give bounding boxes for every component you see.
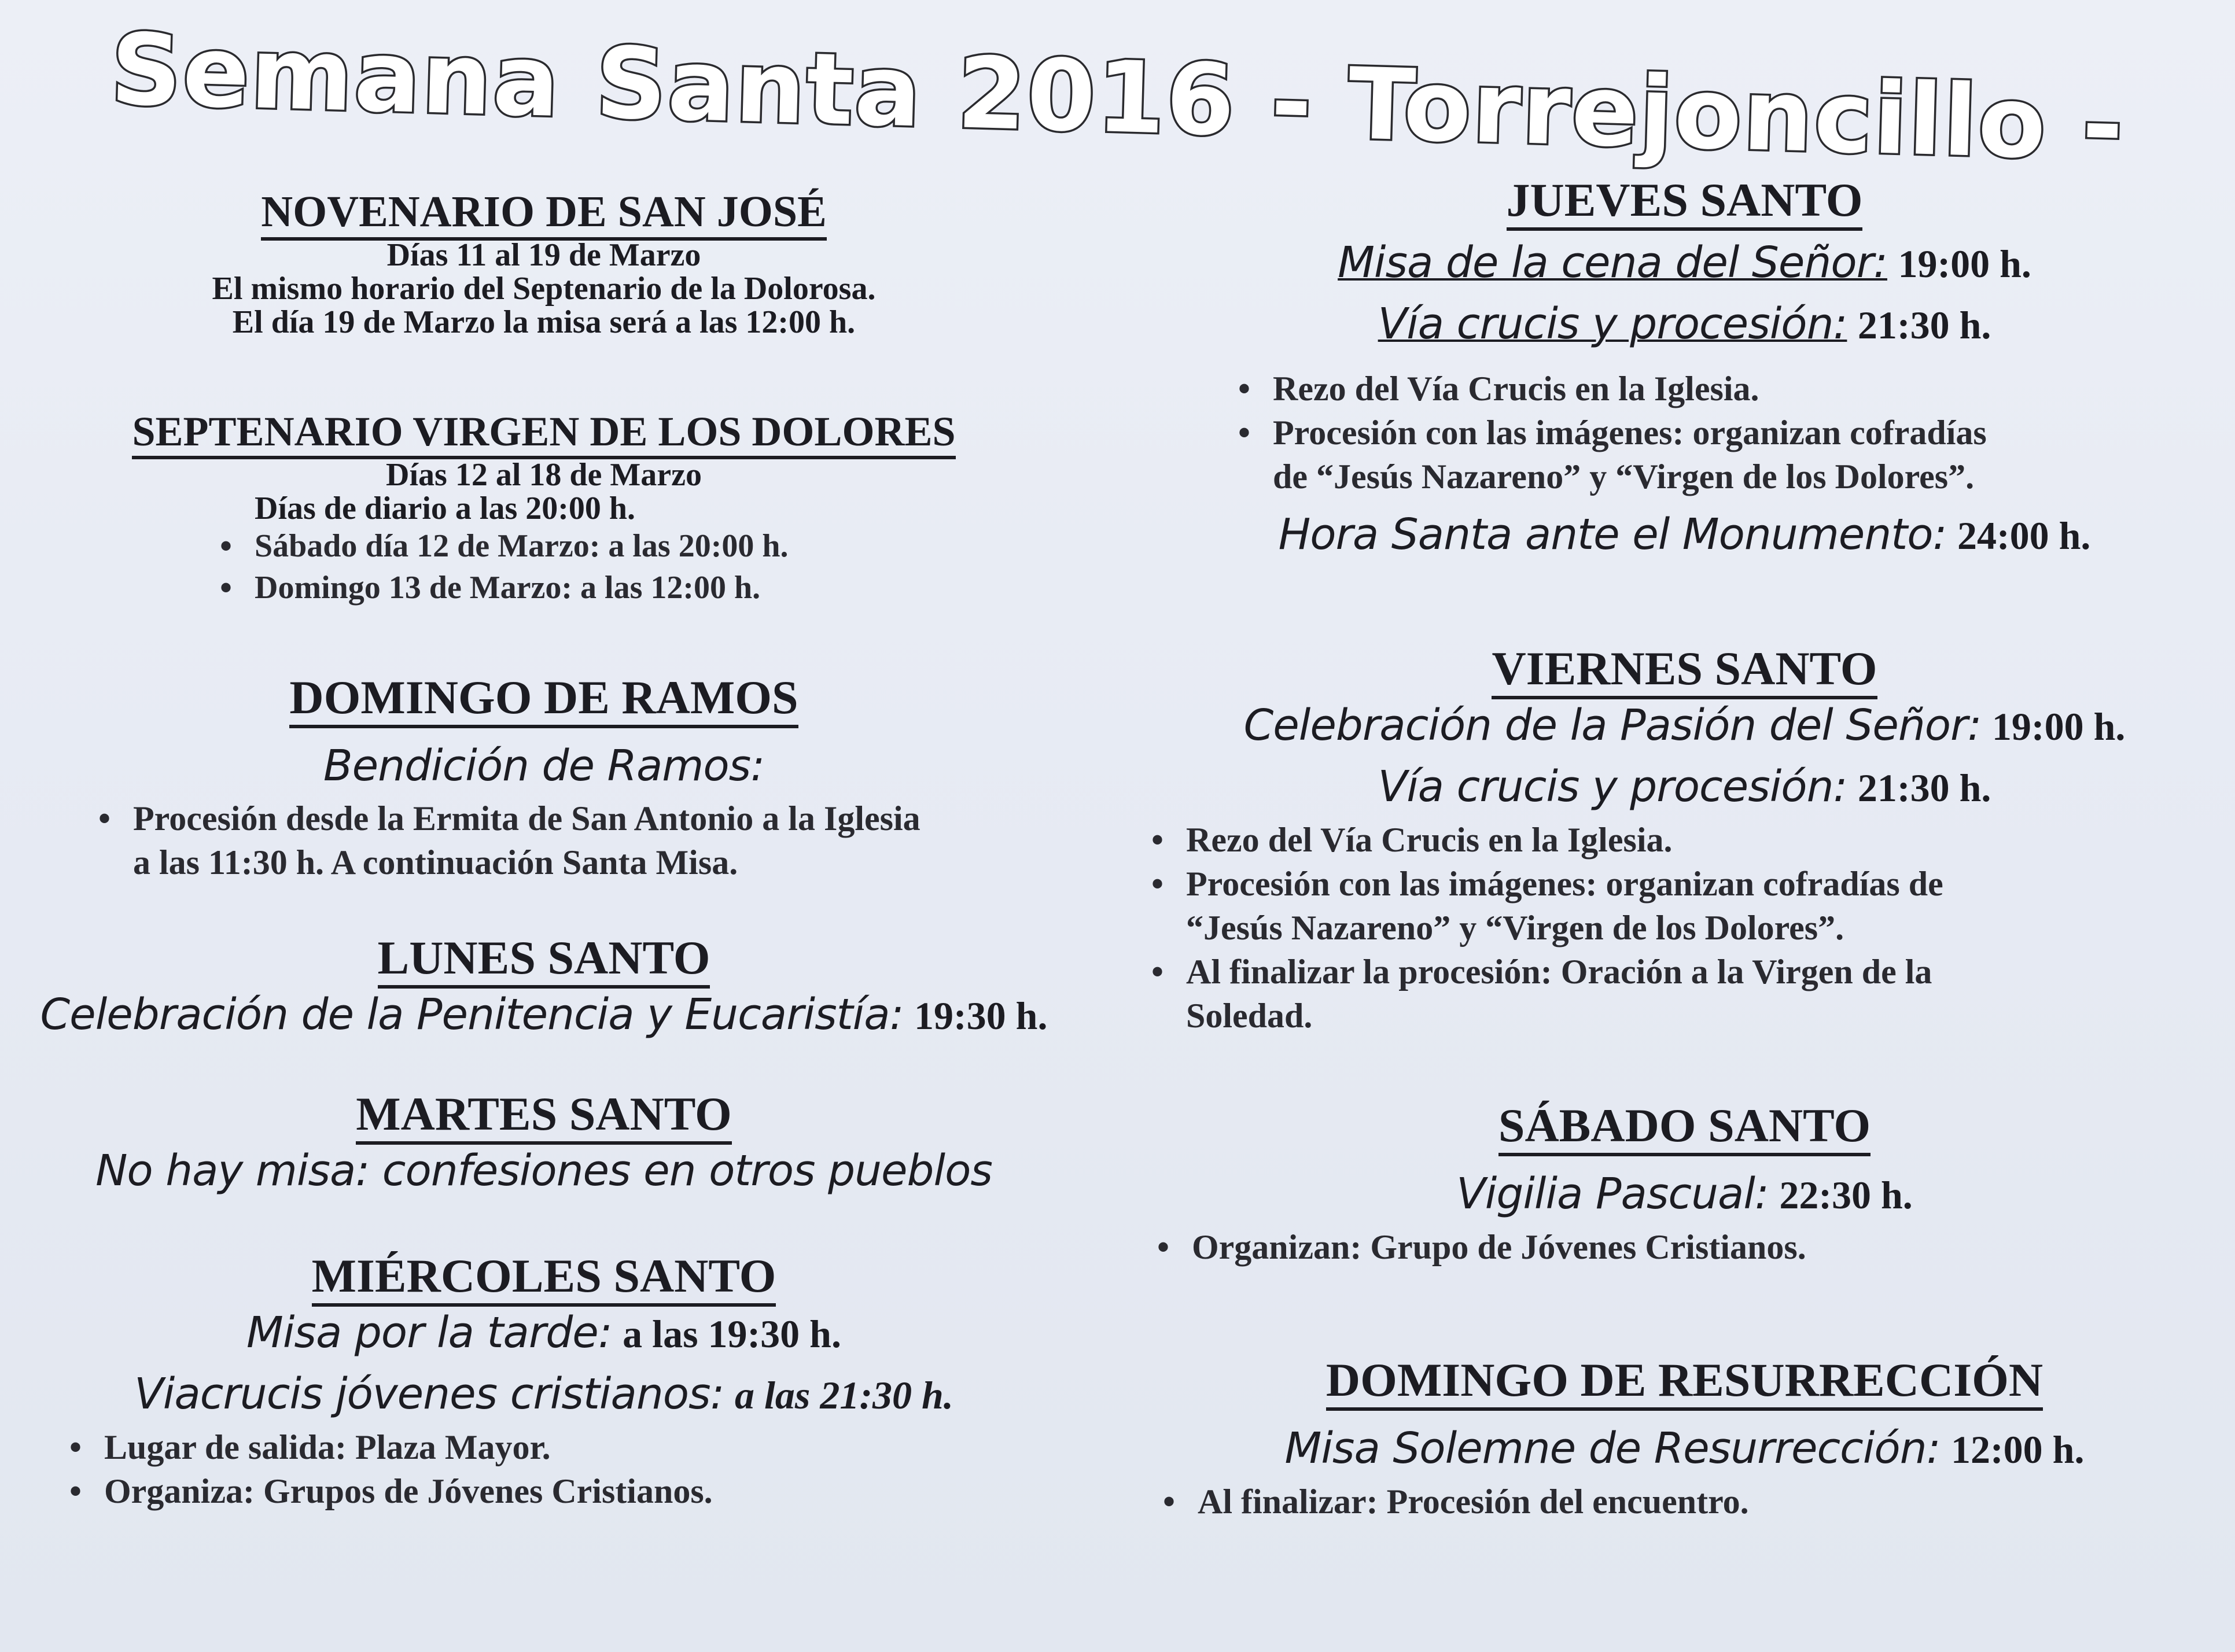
text-line: Días de diario a las 20:00 h. bbox=[255, 491, 636, 526]
list-item: • Organizan: Grupo de Jóvenes Cristianos. bbox=[1192, 1225, 2235, 1269]
section-heading: VIERNES SANTO bbox=[1492, 642, 1877, 699]
schedule-label: Misa Solemne de Resurrección: bbox=[1284, 1424, 1941, 1473]
schedule-time: 21:30 h. bbox=[1857, 766, 1991, 810]
schedule-time: 19:30 h. bbox=[914, 994, 1048, 1038]
section-heading: LUNES SANTO bbox=[378, 931, 710, 989]
text-line: El día 19 de Marzo la misa será a las 12:00 h. bbox=[232, 304, 856, 340]
schedule-label: Vía crucis y procesión: bbox=[1378, 299, 1847, 349]
section-jueves-santo bbox=[1134, 174, 2235, 566]
schedule-label: Hora Santa ante el Monumento: bbox=[1278, 510, 1947, 559]
section-septenario bbox=[0, 405, 1088, 609]
section-lunes-santo bbox=[0, 931, 1088, 1046]
section-heading: JUEVES SANTO bbox=[1507, 174, 1863, 231]
section-heading: DOMINGO DE RESURRECCIÓN bbox=[1326, 1354, 2043, 1411]
bullet-list bbox=[0, 525, 1088, 609]
schedule-time: 22:30 h. bbox=[1779, 1173, 1913, 1217]
schedule-label: Vía crucis y procesión: bbox=[1378, 762, 1847, 812]
schedule-label: Vigilia Pascual: bbox=[1456, 1169, 1769, 1219]
bullet-list bbox=[1134, 818, 2235, 1038]
section-heading: MARTES SANTO bbox=[356, 1087, 731, 1145]
list-item: • Sábado día 12 de Marzo: a las 20:00 h. bbox=[255, 525, 1088, 567]
list-item: a las 11:30 h. A continuación Santa Misa. bbox=[133, 843, 738, 882]
text-line: Días 11 al 19 de Marzo bbox=[386, 237, 701, 273]
list-item: • Procesión con las imágenes: organizan cofradías bbox=[1273, 411, 2235, 455]
schedule-label: Misa por la tarde: bbox=[246, 1308, 612, 1358]
schedule-time: a las 21:30 h. bbox=[735, 1373, 953, 1417]
section-heading: MIÉRCOLES SANTO bbox=[312, 1249, 776, 1307]
schedule-time: 24:00 h. bbox=[1957, 514, 2091, 558]
bullet-list bbox=[1134, 1225, 2235, 1269]
schedule-label: Celebración de la Penitencia y Eucaristía: bbox=[40, 990, 904, 1039]
schedule-time: a las 19:30 h. bbox=[623, 1312, 841, 1356]
schedule-time: 21:30 h. bbox=[1857, 303, 1991, 347]
text-line: Días 12 al 18 de Marzo bbox=[386, 457, 702, 493]
list-item: • Al finalizar: Procesión del encuentro. bbox=[1198, 1480, 2235, 1524]
schedule-time: 19:00 h. bbox=[1898, 242, 2031, 286]
section-novenario bbox=[0, 185, 1088, 339]
list-item: • Rezo del Vía Crucis en la Iglesia. bbox=[1273, 367, 2235, 411]
section-heading: NOVENARIO DE SAN JOSÉ bbox=[261, 187, 827, 241]
schedule-label: Misa de la cena del Señor: bbox=[1338, 238, 1887, 287]
list-item: • Al finalizar la procesión: Oración a la Virgen de la bbox=[1186, 950, 2235, 994]
page-title: Semana Santa 2016 - Torrejoncillo - bbox=[109, 12, 2126, 183]
section-heading: DOMINGO DE RAMOS bbox=[289, 671, 798, 728]
list-item: “Jesús Nazareno” y “Virgen de los Dolores”. bbox=[1186, 909, 1844, 947]
list-item: • Organiza: Grupos de Jóvenes Cristianos. bbox=[104, 1469, 1088, 1513]
list-item: Soledad. bbox=[1186, 997, 1313, 1035]
bullet-list bbox=[1134, 1480, 2235, 1524]
section-heading: SEPTENARIO VIRGEN DE LOS DOLORES bbox=[132, 408, 955, 459]
schedule-label: Viacrucis jóvenes cristianos: bbox=[134, 1369, 724, 1419]
section-viernes-santo bbox=[1134, 642, 2235, 1038]
list-item: • Lugar de salida: Plaza Mayor. bbox=[104, 1425, 1088, 1469]
text-line: El mismo horario del Septenario de la Dolorosa. bbox=[212, 271, 876, 307]
list-item: • Procesión desde la Ermita de San Antonio a la Iglesia bbox=[133, 797, 1088, 840]
section-heading: SÁBADO SANTO bbox=[1498, 1099, 1871, 1156]
list-item: de “Jesús Nazareno” y “Virgen de los Dolores”. bbox=[1273, 458, 1975, 496]
bullet-list bbox=[0, 797, 1088, 884]
section-sabado-santo bbox=[1134, 1099, 2235, 1269]
schedule-label: No hay misa: confesiones en otros pueblos bbox=[95, 1146, 992, 1196]
schedule-time: 19:00 h. bbox=[1991, 705, 2126, 748]
bullet-list bbox=[1134, 367, 2235, 499]
schedule-label: Bendición de Ramos: bbox=[323, 741, 765, 791]
schedule-time: 12:00 h. bbox=[1951, 1428, 2085, 1472]
list-item: • Domingo 13 de Marzo: a las 12:00 h. bbox=[255, 567, 1088, 609]
section-domingo-resurreccion bbox=[1134, 1354, 2235, 1524]
section-miercoles-santo bbox=[0, 1249, 1088, 1513]
section-martes-santo bbox=[0, 1087, 1088, 1201]
list-item: • Procesión con las imágenes: organizan cofradías de bbox=[1186, 862, 2235, 906]
schedule-label: Celebración de la Pasión del Señor: bbox=[1243, 700, 1982, 750]
section-domingo-ramos bbox=[0, 671, 1088, 884]
list-item: • Rezo del Vía Crucis en la Iglesia. bbox=[1186, 818, 2235, 862]
bullet-list bbox=[0, 1425, 1088, 1513]
